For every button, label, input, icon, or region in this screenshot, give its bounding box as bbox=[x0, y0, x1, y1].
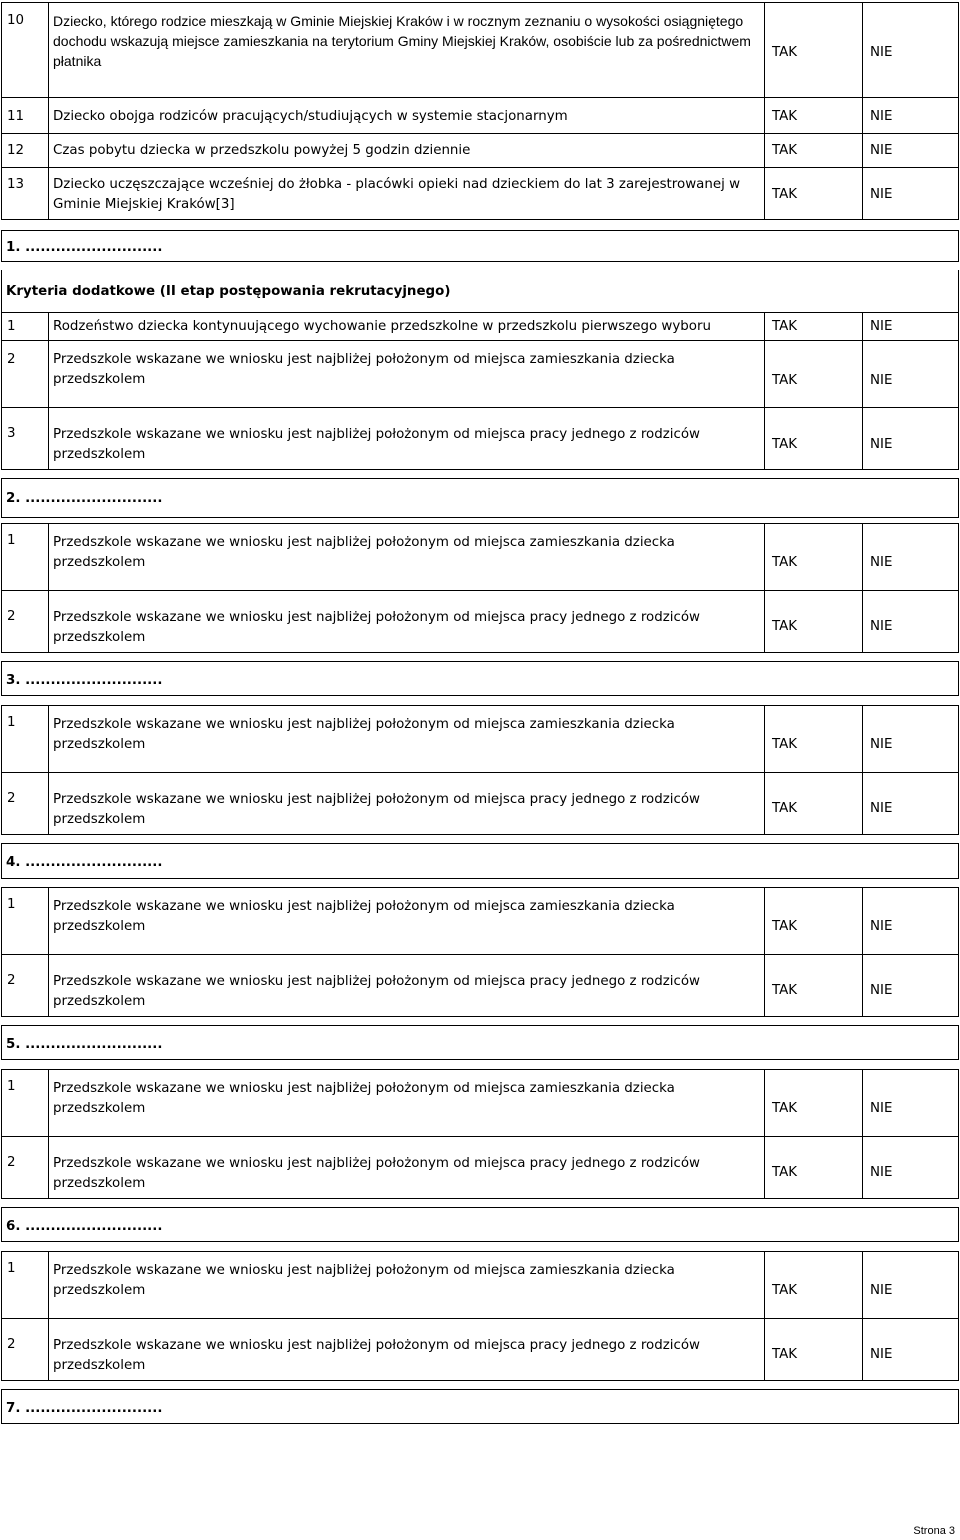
row-text: Przedszkole wskazane we wniosku jest najbliżej położonym od miejsca zamieszkania dziecka przedszkolem bbox=[53, 717, 675, 752]
tak-option[interactable]: TAK bbox=[772, 1347, 798, 1362]
row-number: 2 bbox=[7, 791, 16, 806]
tak-option[interactable]: TAK bbox=[772, 1101, 798, 1116]
table-row bbox=[1, 1069, 959, 1137]
section-header bbox=[1, 230, 959, 262]
row-text: Czas pobytu dziecka w przedszkolu powyżej 5 godzin dziennie bbox=[53, 143, 471, 158]
section-title: 3. ........................... bbox=[6, 673, 163, 688]
nie-option[interactable]: NIE bbox=[870, 1347, 893, 1362]
tak-option[interactable]: TAK bbox=[772, 737, 798, 752]
row-number: 1 bbox=[7, 1261, 16, 1276]
section-header bbox=[1, 1207, 959, 1242]
table-row bbox=[1, 312, 959, 341]
row-text: Przedszkole wskazane we wniosku jest najbliżej położonym od miejsca pracy jednego z rodziców przedszkolem bbox=[53, 1156, 700, 1191]
tak-option[interactable]: TAK bbox=[772, 919, 798, 934]
nie-option[interactable]: NIE bbox=[870, 1165, 893, 1180]
nie-option[interactable]: NIE bbox=[870, 319, 893, 334]
table-row bbox=[1, 133, 959, 168]
section-title: 2. ........................... bbox=[6, 491, 163, 506]
section-header bbox=[1, 843, 959, 879]
tak-option[interactable]: TAK bbox=[772, 437, 798, 452]
row-number: 1 bbox=[7, 1079, 16, 1094]
tak-option[interactable]: TAK bbox=[772, 45, 798, 60]
table-row bbox=[1, 590, 959, 653]
row-number: 1 bbox=[7, 897, 16, 912]
tak-option[interactable]: TAK bbox=[772, 619, 798, 634]
tak-option[interactable]: TAK bbox=[772, 1283, 798, 1298]
row-number: 1 bbox=[7, 319, 16, 334]
nie-option[interactable]: NIE bbox=[870, 801, 893, 816]
row-text: Dziecko uczęszczające wcześniej do żłobka - placówki opieki nad dzieckiem do lat 3 zarejestrowanej w Gminie Miejskiej Kraków[3] bbox=[53, 177, 741, 212]
row-text: Przedszkole wskazane we wniosku jest najbliżej położonym od miejsca zamieszkania dziecka przedszkolem bbox=[53, 535, 675, 570]
table-row bbox=[1, 772, 959, 835]
tak-option[interactable]: TAK bbox=[772, 187, 798, 202]
nie-option[interactable]: NIE bbox=[870, 737, 893, 752]
nie-option[interactable]: NIE bbox=[870, 1101, 893, 1116]
table-row bbox=[1, 523, 959, 591]
table-row bbox=[1, 407, 959, 470]
section-header bbox=[1, 1389, 959, 1424]
table-row bbox=[1, 2, 959, 98]
row-text: Dziecko obojga rodziców pracujących/studiujących w systemie stacjonarnym bbox=[53, 109, 568, 124]
section-title: 6. ........................... bbox=[6, 1219, 163, 1234]
tak-option[interactable]: TAK bbox=[772, 555, 798, 570]
nie-option[interactable]: NIE bbox=[870, 437, 893, 452]
row-text: Przedszkole wskazane we wniosku jest najbliżej położonym od miejsca zamieszkania dziecka przedszkolem bbox=[53, 899, 675, 934]
tak-option[interactable]: TAK bbox=[772, 801, 798, 816]
nie-option[interactable]: NIE bbox=[870, 619, 893, 634]
row-text: Przedszkole wskazane we wniosku jest najbliżej położonym od miejsca pracy jednego z rodziców przedszkolem bbox=[53, 1338, 700, 1373]
table-row bbox=[1, 340, 959, 408]
row-number: 2 bbox=[7, 973, 16, 988]
tak-option[interactable]: TAK bbox=[772, 1165, 798, 1180]
row-number: 1 bbox=[7, 533, 16, 548]
tak-option[interactable]: TAK bbox=[772, 319, 798, 334]
nie-option[interactable]: NIE bbox=[870, 983, 893, 998]
section-title: 7. ........................... bbox=[6, 1401, 163, 1416]
row-text: Przedszkole wskazane we wniosku jest najbliżej położonym od miejsca pracy jednego z rodziców przedszkolem bbox=[53, 610, 700, 645]
row-text: Przedszkole wskazane we wniosku jest najbliżej położonym od miejsca pracy jednego z rodziców przedszkolem bbox=[53, 974, 700, 1009]
section-subtitle-box bbox=[1, 270, 959, 312]
table-row bbox=[1, 1318, 959, 1381]
nie-option[interactable]: NIE bbox=[870, 1283, 893, 1298]
table-row bbox=[1, 1251, 959, 1319]
row-number: 1 bbox=[7, 715, 16, 730]
row-number: 13 bbox=[7, 177, 25, 192]
row-number: 11 bbox=[7, 109, 25, 124]
section-title: 1. ........................... bbox=[6, 240, 163, 255]
section-title: 5. ........................... bbox=[6, 1037, 163, 1052]
tak-option[interactable]: TAK bbox=[772, 143, 798, 158]
row-number: 3 bbox=[7, 426, 16, 441]
nie-option[interactable]: NIE bbox=[870, 187, 893, 202]
row-text: Przedszkole wskazane we wniosku jest najbliżej położonym od miejsca pracy jednego z rodziców przedszkolem bbox=[53, 792, 700, 827]
row-text: Przedszkole wskazane we wniosku jest najbliżej położonym od miejsca pracy jednego z rodziców przedszkolem bbox=[53, 427, 700, 462]
nie-option[interactable]: NIE bbox=[870, 45, 893, 60]
row-number: 10 bbox=[7, 13, 25, 28]
row-text: Rodzeństwo dziecka kontynuującego wychowanie przedszkolne w przedszkolu pierwszego wyboru bbox=[53, 319, 711, 334]
table-row bbox=[1, 705, 959, 773]
table-row bbox=[1, 97, 959, 134]
nie-option[interactable]: NIE bbox=[870, 919, 893, 934]
section-subtitle: Kryteria dodatkowe (II etap postępowania rekrutacyjnego) bbox=[6, 284, 451, 299]
page-footer: Strona 3 bbox=[913, 1525, 955, 1537]
table-row bbox=[1, 954, 959, 1017]
table-row bbox=[1, 887, 959, 955]
nie-option[interactable]: NIE bbox=[870, 109, 893, 124]
nie-option[interactable]: NIE bbox=[870, 555, 893, 570]
nie-option[interactable]: NIE bbox=[870, 373, 893, 388]
row-text: Przedszkole wskazane we wniosku jest najbliżej położonym od miejsca zamieszkania dziecka przedszkolem bbox=[53, 1263, 675, 1298]
section-header bbox=[1, 661, 959, 696]
table-row bbox=[1, 167, 959, 220]
section-header bbox=[1, 1025, 959, 1060]
row-number: 2 bbox=[7, 1337, 16, 1352]
table-row bbox=[1, 1136, 959, 1199]
row-number: 12 bbox=[7, 143, 25, 158]
tak-option[interactable]: TAK bbox=[772, 109, 798, 124]
nie-option[interactable]: NIE bbox=[870, 143, 893, 158]
row-text: Przedszkole wskazane we wniosku jest najbliżej położonym od miejsca zamieszkania dziecka przedszkolem bbox=[53, 1081, 675, 1116]
tak-option[interactable]: TAK bbox=[772, 373, 798, 388]
section-title: 4. ........................... bbox=[6, 855, 163, 870]
row-text: Dziecko, którego rodzice mieszkają w Gminie Miejskiej Kraków i w rocznym zeznaniu o wysokości osiągniętego dochodu wskazują miejsce zamieszkania na terytorium Gminy Miejskiej Kraków, osobiście lub za pośrednictwem płatnika bbox=[53, 13, 751, 69]
section-header bbox=[1, 478, 959, 518]
row-text: Przedszkole wskazane we wniosku jest najbliżej położonym od miejsca zamieszkania dziecka przedszkolem bbox=[53, 352, 675, 387]
row-number: 2 bbox=[7, 1155, 16, 1170]
tak-option[interactable]: TAK bbox=[772, 983, 798, 998]
row-number: 2 bbox=[7, 609, 16, 624]
row-number: 2 bbox=[7, 352, 16, 367]
